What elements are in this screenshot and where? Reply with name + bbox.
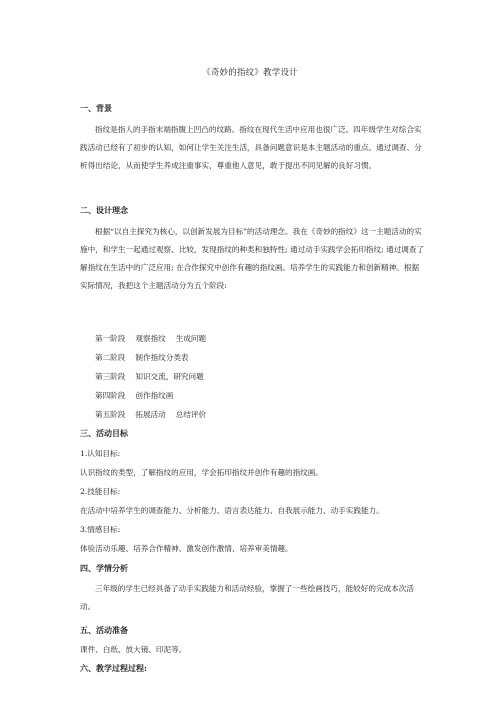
stage-name: 第四阶段 xyxy=(95,391,126,400)
stage-name: 第五阶段 xyxy=(95,410,126,419)
stage-item xyxy=(95,333,206,344)
goal-skill-label: 2.技能目标: xyxy=(80,487,121,496)
stage-desc: 知识交流，研究问题 xyxy=(135,372,204,381)
goal-emotion-text: 体验活动乐趣、培养合作精神、激发创作激情、培养审美情趣。 xyxy=(80,544,293,553)
stage-item xyxy=(95,352,189,363)
stage-name: 第一阶段 xyxy=(95,334,126,343)
stage-item xyxy=(95,371,204,382)
goal-cognitive-text: 认识指纹的类型，了解指纹的应用，学会拓印指纹并创作有趣的指纹画。 xyxy=(80,468,323,477)
goal-skill-text: 在活动中培养学生的调查能力、分析能力、语言表达能力、自我展示能力、动手实践能力。 xyxy=(80,506,384,515)
paragraph-background: 指纹是指人的手指末端指腹上凹凸的纹路。指纹在现代生活中应用也很广泛。四年级学生对综合实践活动已经有了初步的认知，如何让学生关注生活，具备问题意识是本主题活动的重点。通过调查、分析得出结论，从而使学生养成注重事实，尊重他人意见，敢于提出不同见解的良好习惯。 xyxy=(80,125,422,170)
stage-item xyxy=(95,409,206,420)
stage-desc2: 生成问题 xyxy=(175,334,207,343)
heading-design-concept: 二、设计理念 xyxy=(80,205,128,215)
document-title: 《奇妙的指纹》教学设计 xyxy=(202,68,298,78)
stage-desc: 创作指纹画 xyxy=(135,391,174,400)
paragraph-preparation: 课件、白纸、放大镜、印泥等。 xyxy=(80,645,187,654)
stage-desc: 制作指纹分类表 xyxy=(135,353,189,362)
stage-name: 第二阶段 xyxy=(95,353,126,362)
goal-emotion-label: 3.情感目标: xyxy=(80,525,121,534)
heading-background: 一、背景 xyxy=(80,103,112,113)
stage-desc: 拓展活动 xyxy=(135,410,166,419)
stage-name: 第三阶段 xyxy=(95,372,126,381)
goal-cognitive-label: 1.认知目标: xyxy=(80,449,121,458)
stage-desc2: 总结评价 xyxy=(175,410,207,419)
heading-objectives: 三、活动目标 xyxy=(80,428,128,438)
stage-item xyxy=(95,390,173,401)
paragraph-learner-analysis: 三年级的学生已经具备了动手实践能力和活动经验，掌握了一些绘画技巧，能较好的完成本次活动。 xyxy=(80,584,414,611)
heading-teaching-process: 六、教学过程过程: xyxy=(80,663,147,673)
heading-learner-analysis: 四、学情分析 xyxy=(80,563,128,573)
heading-preparation: 五、活动准备 xyxy=(80,625,128,635)
stage-desc: 观察指纹 xyxy=(135,334,166,343)
paragraph-design-concept: 根据“以自主探究为核心，以创新发展为目标”的活动理念。我在《奇妙的指纹》这一主题活动的实施中，和学生一起通过观察、比较，发现指纹的种类和独特性; 通过动手实践学会拓印指纹; 通过调查了解指纹在生活中的广泛应用; 在合作探究中创作有趣的指纹画。培养学生的实践能力和创新精神。根据实际情况，我把这个主题活动分为五个阶段: xyxy=(80,227,425,290)
